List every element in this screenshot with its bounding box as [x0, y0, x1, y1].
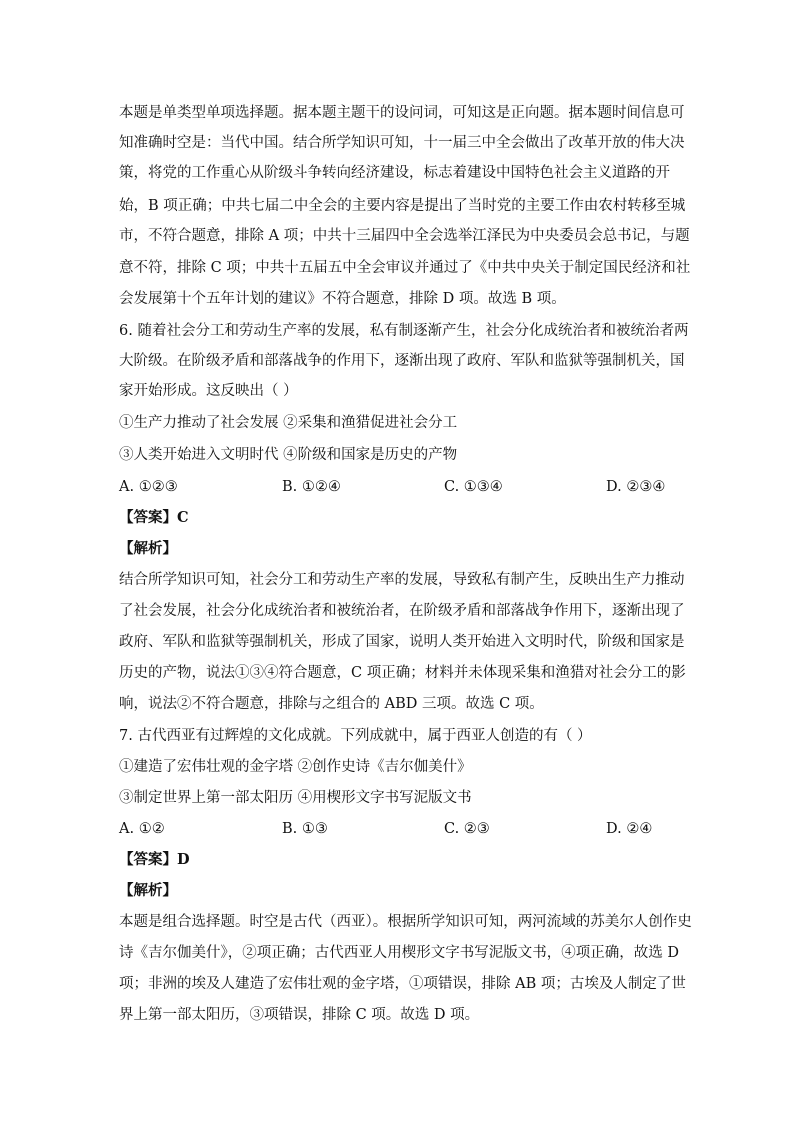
q6-item-line: ③人类开始进入文明时代 ④阶级和国家是历史的产物	[119, 447, 458, 463]
q6-option-a: A. ①②③	[119, 479, 178, 495]
q6-option-d: D. ②③④	[606, 479, 666, 495]
q7-stem-line: 7. 古代西亚有过辉煌的文化成就。下列成就中，属于西亚人创造的有（ ）	[119, 728, 592, 744]
q6-option-b: B. ①②④	[282, 479, 341, 495]
prev-explanation-line: 市，不符合题意，排除 A 项；中共十三届四中全会选举江泽民为中央委员会总书记，与题	[119, 228, 690, 244]
q7-analysis-line: 项；非洲的埃及人建造了宏伟壮观的金字塔，①项错误，排除 AB 项；古埃及人制定了世	[119, 976, 686, 992]
q7-option-c: C. ②③	[444, 821, 490, 837]
q6-stem-line: 6. 随着社会分工和劳动生产率的发展，私有制逐渐产生，社会分化成统治者和被统治者两	[119, 323, 689, 339]
q7-analysis-line: 界上第一部太阳历，③项错误，排除 C 项。故选 D 项。	[119, 1007, 480, 1023]
q6-option-c: C. ①③④	[444, 479, 503, 495]
q7-item-line: ①建造了宏伟壮观的金字塔 ②创作史诗《吉尔伽美什》	[119, 759, 472, 775]
prev-explanation-line: 会发展第十个五年计划的建议》不符合题意，排除 D 项。故选 B 项。	[119, 291, 566, 307]
q7-option-b: B. ①③	[282, 821, 328, 837]
q6-stem-line: 家开始形成。这反映出（ ）	[119, 383, 298, 399]
prev-explanation-line: 始，B 项正确；中共七届二中全会的主要内容是提出了当时党的主要工作由农村转移至城	[119, 198, 686, 214]
prev-explanation-line: 意不符，排除 C 项；中共十五届五中全会审议并通过了《中共中央关于制定国民经济和社	[119, 260, 691, 276]
q7-analysis-line: 诗《吉尔伽美什》，②项正确；古代西亚人用楔形文字书写泥版文书，④项正确，故选 D	[119, 945, 679, 961]
prev-explanation-line: 策，将党的工作重心从阶级斗争转向经济建设，标志着建设中国特色社会主义道路的开	[119, 165, 670, 181]
q6-answer: 【答案】C	[119, 509, 189, 526]
q7-analysis-line: 本题是组合选择题。时空是古代（西亚）。根据所学知识可知，两河流域的苏美尔人创作史	[119, 914, 692, 930]
q7-answer: 【答案】D	[119, 851, 190, 868]
q6-analysis-heading: 【解析】	[119, 540, 177, 557]
q6-stem-line: 大阶级。在阶级矛盾和部落战争的作用下，逐渐出现了政府、军队和监狱等强制机关，国	[119, 353, 685, 369]
q6-item-line: ①生产力推动了社会发展 ②采集和渔猎促进社会分工	[119, 415, 458, 431]
q7-option-d: D. ②④	[606, 821, 653, 837]
q6-analysis-line: 历史的产物，说法①③④符合题意，C 项正确；材料并未体现采集和渔猎对社会分工的影	[119, 665, 686, 681]
q6-analysis-line: 政府、军队和监狱等强制机关，形成了国家，说明人类开始进入文明时代，阶级和国家是	[119, 634, 685, 650]
q6-analysis-line: 了社会发展，社会分化成统治者和被统治者，在阶级矛盾和部落战争作用下，逐渐出现了	[119, 603, 685, 619]
q6-analysis-line: 响，说法②不符合题意，排除与之组合的 ABD 三项。故选 C 项。	[119, 696, 544, 712]
q6-analysis-line: 结合所学知识可知，社会分工和劳动生产率的发展，导致私有制产生，反映出生产力推动	[119, 572, 685, 588]
prev-explanation-line: 知准确时空是：当代中国。结合所学知识可知，十一届三中全会做出了改革开放的伟大决	[119, 135, 685, 151]
q7-item-line: ③制定世界上第一部太阳历 ④用楔形文字书写泥版文书	[119, 790, 472, 806]
q7-analysis-heading: 【解析】	[119, 882, 177, 899]
prev-explanation-line: 本题是单类型单项选择题。据本题主题干的设问词，可知这是正向题。据本题时间信息可	[119, 105, 685, 121]
q7-option-a: A. ①②	[119, 821, 165, 837]
